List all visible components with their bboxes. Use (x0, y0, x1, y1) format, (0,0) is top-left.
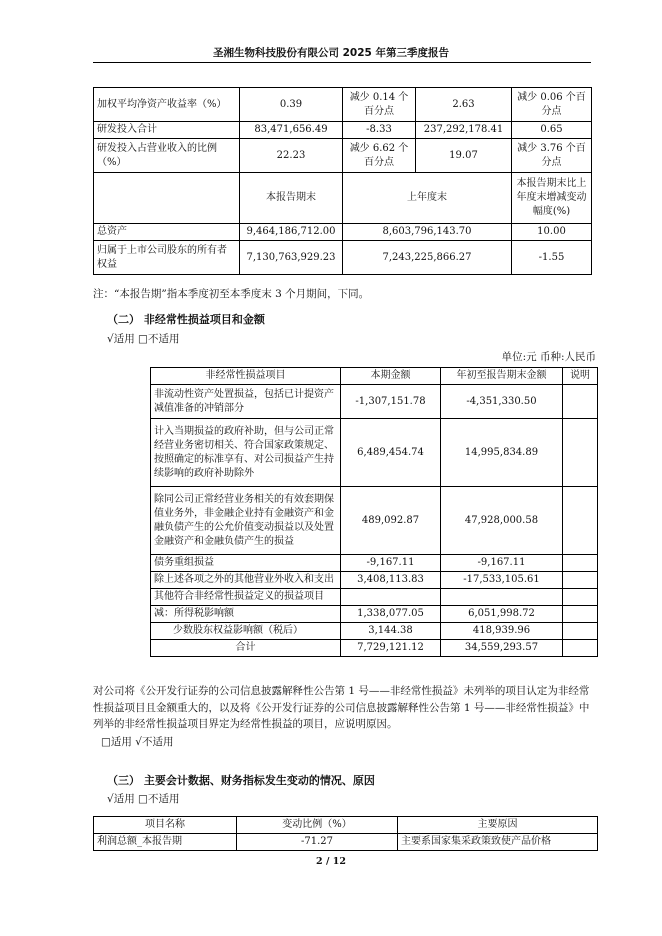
cell-value: -8.33 (343, 122, 416, 139)
item-label: 除上述各项之外的其他营业外收入和支出 (151, 572, 341, 589)
column-header: 上年度末 (343, 173, 512, 224)
cell-note (563, 606, 598, 623)
item-label: 减：所得税影响额 (151, 606, 341, 623)
cell-value: 47,928,000.58 (441, 487, 563, 555)
cell-value: 83,471,656.49 (240, 122, 343, 139)
table-row (94, 241, 592, 275)
cell-note (563, 572, 598, 589)
item-label: 利润总额_本报告期 (94, 834, 237, 851)
cell-value: 7,130,763,929.23 (240, 241, 343, 275)
table-row (151, 385, 598, 419)
row-label: 归属于上市公司股东的所有者权益 (94, 241, 240, 275)
cell-value: 减少 0.14 个百分点 (343, 88, 416, 122)
cell-value: 7,729,121.12 (341, 640, 441, 657)
table-row (94, 224, 592, 241)
cell-value: 9,464,186,712.00 (240, 224, 343, 241)
table-row (151, 623, 598, 640)
unit-label: 单位:元 币种:人民币 (501, 351, 596, 363)
column-header: 本期金额 (341, 368, 441, 385)
cell-value: 418,939.96 (441, 623, 563, 640)
table-note: 注：“本报告期”指本季度初至本季度末 3 个月期间，下同。 (93, 288, 370, 300)
cell-value: 19.07 (416, 139, 512, 173)
cell-reason: 主要系国家集采政策致使产品价格 (398, 834, 598, 851)
empty-cell (94, 173, 240, 224)
cell-value: 3,408,113.83 (341, 572, 441, 589)
table-total-row (151, 640, 598, 657)
cell-value: 3,144.38 (341, 623, 441, 640)
cell-value: 1,338,077.05 (341, 606, 441, 623)
cell-value: 7,243,225,866.27 (343, 241, 512, 275)
cell-note (563, 589, 598, 606)
page-number: 2 / 12 (316, 856, 346, 867)
cell-value: 237,292,178.41 (416, 122, 512, 139)
table-row (151, 589, 598, 606)
item-label: 债务重组损益 (151, 555, 341, 572)
column-header: 说明 (563, 368, 598, 385)
cell-value (441, 589, 563, 606)
cell-value: 10.00 (512, 224, 592, 241)
row-label: 研发投入占营业收入的比例（%） (94, 139, 240, 173)
item-label: 其他符合非经常性损益定义的损益项目 (151, 589, 341, 606)
column-header: 主要原因 (398, 817, 598, 834)
table-row (151, 419, 598, 487)
cell-value (341, 589, 441, 606)
change-reasons-table (93, 816, 598, 851)
cell-value: 8,603,796,143.70 (343, 224, 512, 241)
cell-value: -9,167.11 (341, 555, 441, 572)
cell-note (563, 623, 598, 640)
table-row (94, 139, 592, 173)
table-row (151, 572, 598, 589)
cell-note (563, 487, 598, 555)
table-row (151, 555, 598, 572)
table-row (94, 834, 598, 851)
row-label: 加权平均净资产收益率（%） (94, 88, 240, 122)
cell-value: -17,533,105.61 (441, 572, 563, 589)
page-header-title: 圣湘生物科技股份有限公司 2025 年第三季度报告 (212, 47, 450, 59)
cell-value: -9,167.11 (441, 555, 563, 572)
cell-value: 减少 0.06 个百分点 (512, 88, 592, 122)
cell-value: 6,489,454.74 (341, 419, 441, 487)
item-label: 除同公司正常经营业务相关的有效套期保值业务外，非金融企业持有金融资产和金融负债产生的公允价值变动损益以及处置金融资产和金融负债产生的损益 (151, 487, 341, 555)
column-header: 变动比例（%） (237, 817, 398, 834)
cell-value: 2.63 (416, 88, 512, 122)
column-header: 年初至报告期末金额 (441, 368, 563, 385)
cell-value: 减少 6.62 个百分点 (343, 139, 416, 173)
cell-note (563, 555, 598, 572)
cell-value: -4,351,330.50 (441, 385, 563, 419)
table-row (94, 88, 592, 122)
table-row (151, 487, 598, 555)
column-header: 本报告期末比上年度末增减变动幅度(%) (512, 173, 592, 224)
item-label: 计入当期损益的政府补助，但与公司正常经营业务密切相关、符合国家政策规定、按照确定的标准享有、对公司损益产生持续影响的政府补助除外 (151, 419, 341, 487)
cell-value: 14,995,834.89 (441, 419, 563, 487)
applicable-choice: □适用 √不适用 (101, 736, 174, 748)
table-row (151, 606, 598, 623)
explanation-paragraph: 对公司将《公开发行证券的公司信息披露解释性公告第 1 号——非经常性损益》未列举的项目认定为非经常性损益项目且金额重大的，以及将《公开发行证券的公司信息披露解释性公告第 1 号——非经常性损益》中列举的非经常性损益项目界定为经常性损益的项目，应说明原因。 (93, 685, 590, 730)
cell-value: 6,051,998.72 (441, 606, 563, 623)
table-header-row (94, 817, 598, 834)
cell-value: 34,559,293.57 (441, 640, 563, 657)
cell-value: -71.27 (237, 834, 398, 851)
row-label: 总资产 (94, 224, 240, 241)
cell-value: -1,307,151.78 (341, 385, 441, 419)
column-header: 本报告期末 (240, 173, 343, 224)
cell-note (563, 419, 598, 487)
item-label: 合计 (151, 640, 341, 657)
section-title: （二） 非经常性损益项目和金额 (107, 313, 265, 326)
key-financial-table (93, 87, 592, 275)
table-header-row (151, 368, 598, 385)
cell-value: 22.23 (240, 139, 343, 173)
cell-value: 489,092.87 (341, 487, 441, 555)
section-title: （三） 主要会计数据、财务指标发生变动的情况、原因 (107, 774, 375, 787)
column-header: 非经常性损益项目 (151, 368, 341, 385)
item-label: 非流动性资产处置损益，包括已计提资产减值准备的冲销部分 (151, 385, 341, 419)
non-recurring-items-table (150, 367, 598, 657)
applicable-choice: √适用 □不适用 (107, 793, 180, 805)
item-label: 少数股东权益影响额（税后） (151, 623, 341, 640)
table-subheader-row (94, 173, 592, 224)
row-label: 研发投入合计 (94, 122, 240, 139)
cell-value: 0.39 (240, 88, 343, 122)
column-header: 项目名称 (94, 817, 237, 834)
header-rule (93, 62, 591, 63)
cell-note (563, 385, 598, 419)
cell-value: -1.55 (512, 241, 592, 275)
applicable-choice: √适用 □不适用 (107, 333, 180, 345)
table-row (94, 122, 592, 139)
cell-value: 减少 3.76 个百分点 (512, 139, 592, 173)
cell-note (563, 640, 598, 657)
cell-value: 0.65 (512, 122, 592, 139)
